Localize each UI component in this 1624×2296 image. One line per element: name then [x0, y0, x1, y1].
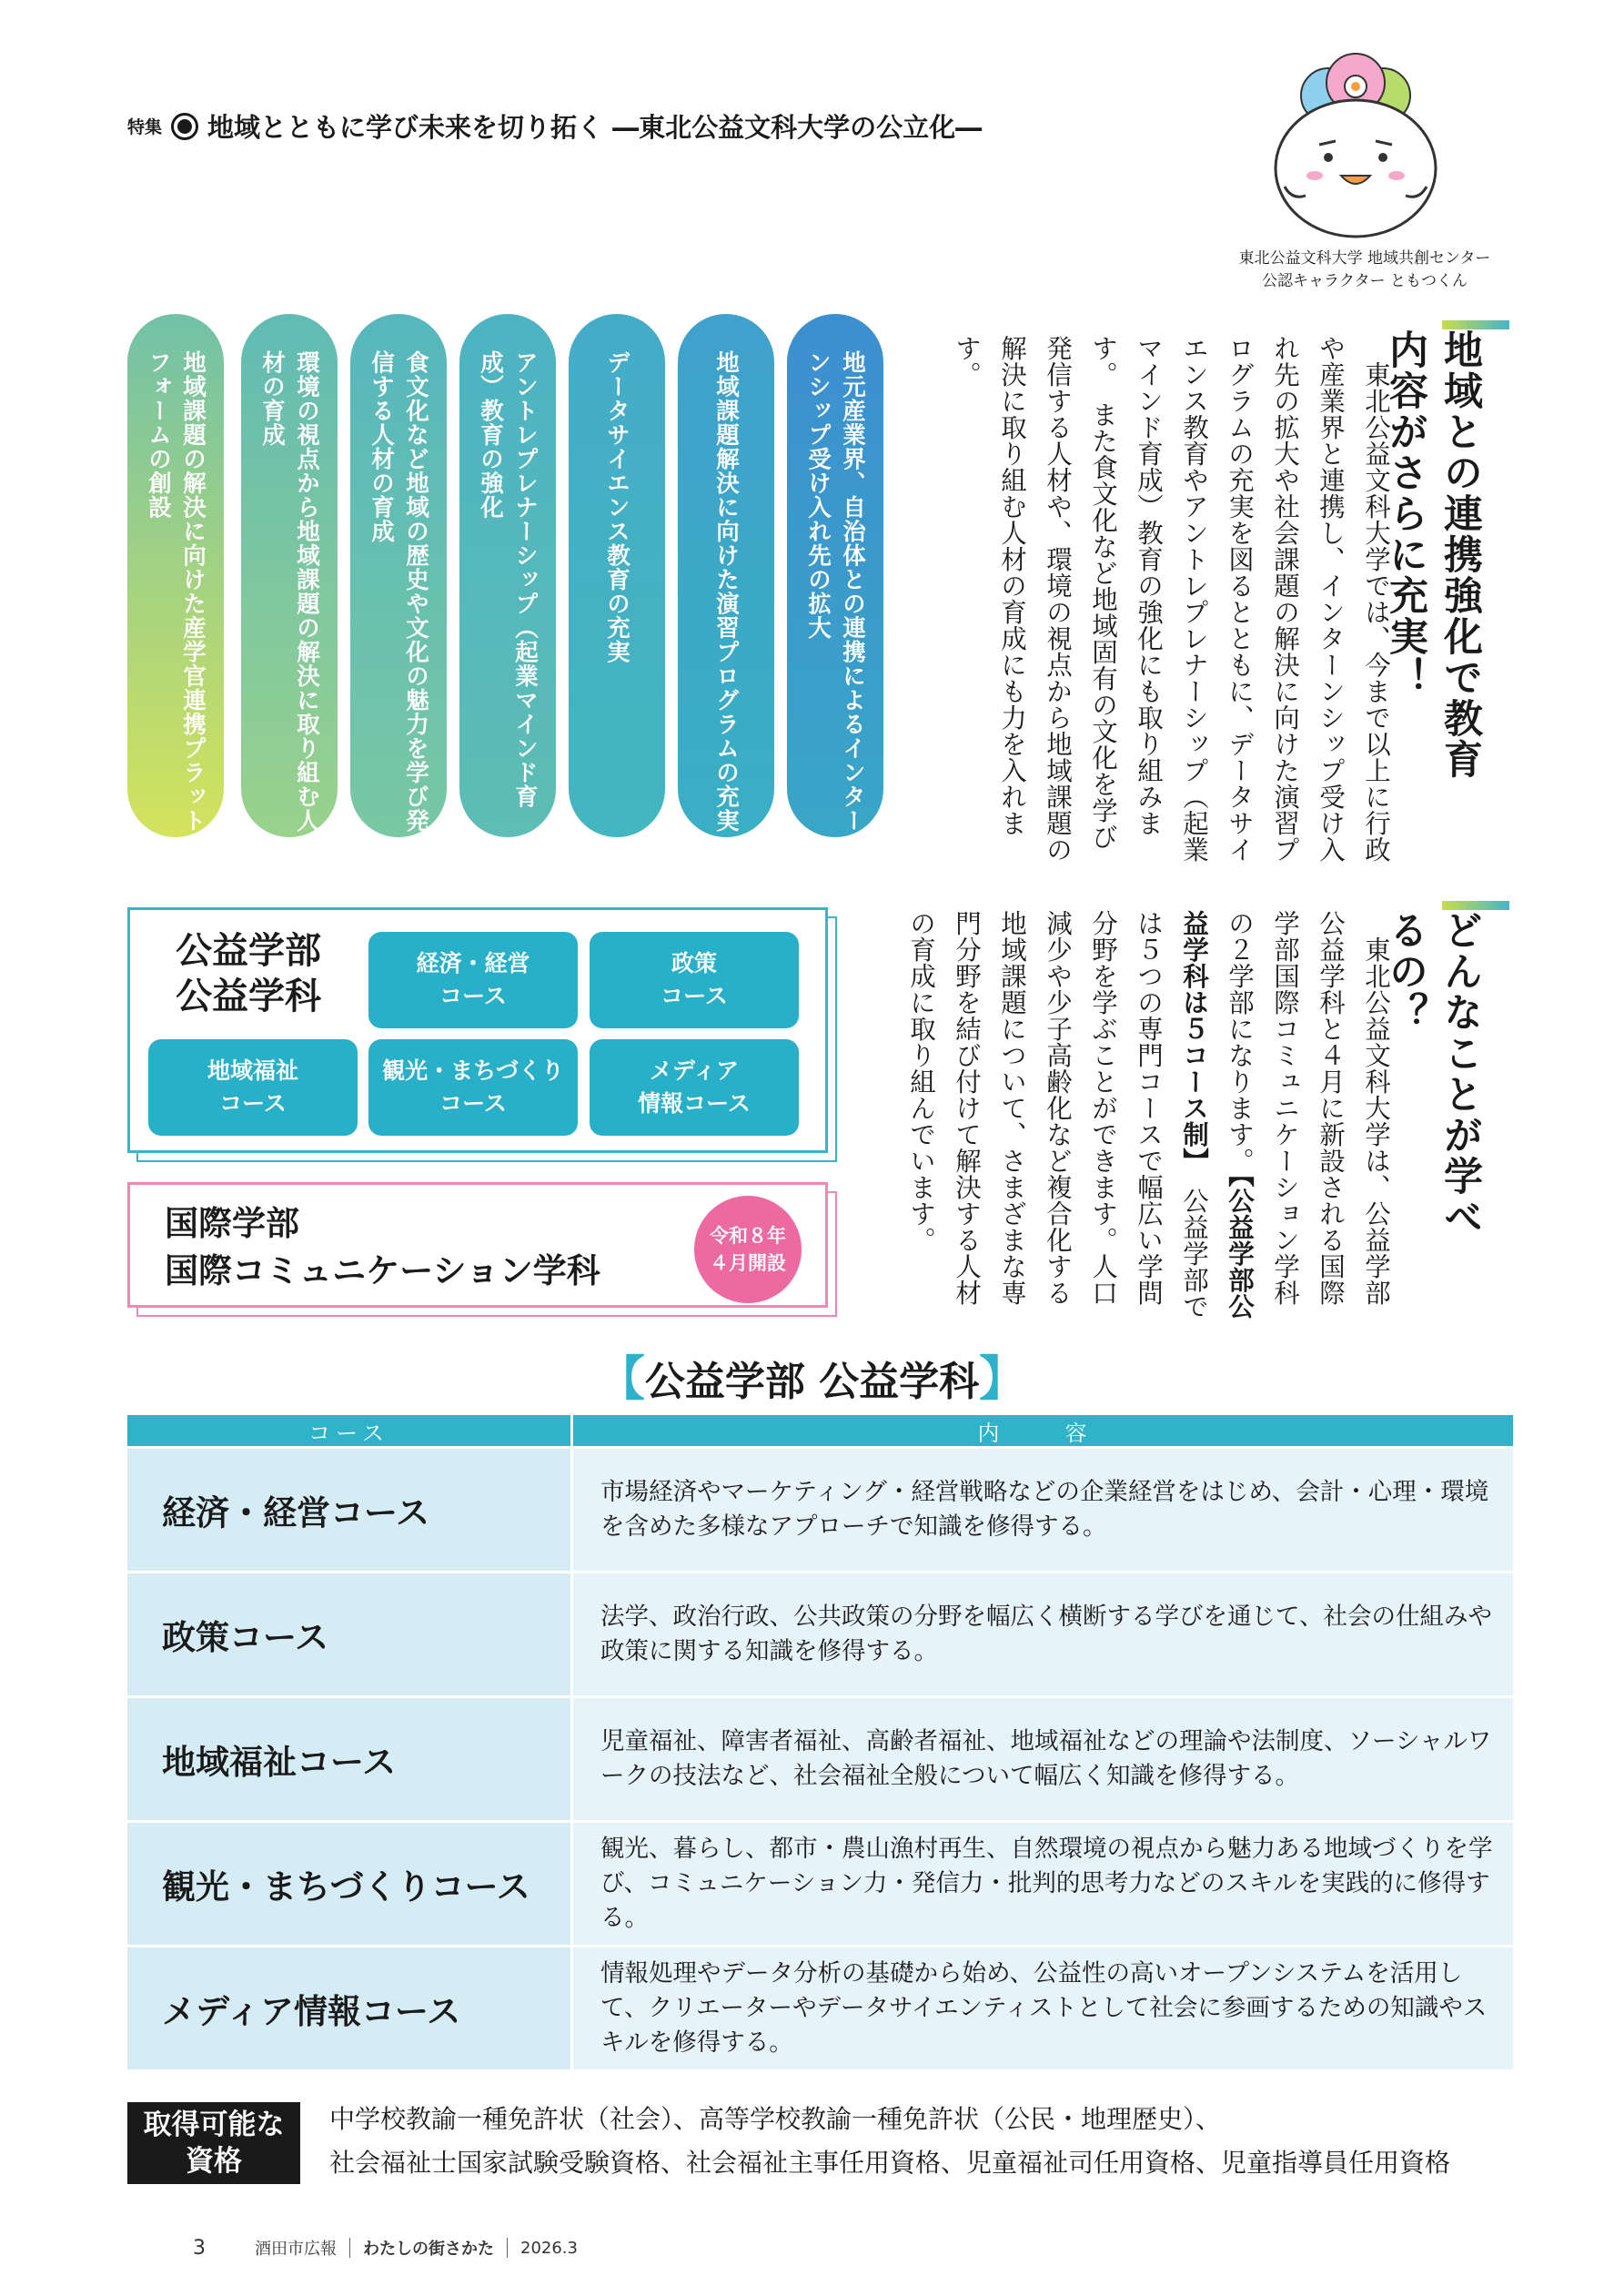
pill-practice-program	[678, 314, 774, 837]
chip-line2: コース	[661, 983, 728, 1009]
chip-line1: 経済・経営	[416, 950, 530, 976]
table-row	[127, 1571, 1513, 1695]
footer-divider	[507, 2238, 508, 2258]
chip-line2: コース	[439, 983, 507, 1009]
section2-intro: 東北公益文科大学は、公益学部公益学科と４月に新設される国際学部国際コミュニケーション学科の２学部になります。	[1225, 910, 1391, 1306]
opening-badge	[694, 1196, 802, 1303]
chip-line2: コース	[439, 1090, 507, 1117]
pill-food-culture	[350, 314, 447, 837]
section2-heading: どんなことが学べるの？	[1378, 910, 1497, 1274]
course-content: 法学、政治行政、公共政策の分野を幅広く横断する学びを通じて、社会の仕組みや政策に関する知識を修得する。	[570, 1573, 1513, 1695]
chip-policy	[590, 932, 799, 1028]
table-title	[0, 1354, 1624, 1408]
section2-body	[898, 910, 1398, 1325]
license-line1: 中学校教諭一種免許状（社会）、高等学校教諭一種免許状（公民・地理歴史）、	[329, 2104, 1222, 2134]
feature-tag: 特集	[127, 117, 163, 137]
faculty-public-title	[176, 928, 321, 1019]
pill-internship	[787, 314, 883, 837]
section2-rest: 公益学部では５つの専門コースで幅広い学問分野を学ぶことができます。人口減少や少子高齢化など複合化する地域課題について、さまざまな専門分野を結び付けて解決する人材の育成に取り組んでいます。	[906, 910, 1209, 1320]
faculty-public-box	[127, 907, 828, 1153]
license-line2: 社会福祉士国家試験受験資格、社会福祉主事任用資格、児童福祉司任用資格、児童指導員任用資格	[329, 2148, 1451, 2178]
page-number: 3	[193, 2236, 206, 2260]
mascot-illustration	[1265, 50, 1447, 241]
bracket-open: 【	[597, 1352, 645, 1407]
table-header	[127, 1415, 1513, 1446]
bullet-icon	[171, 113, 198, 140]
mascot-caption-line2: 公認キャラクター ともつくん	[1261, 272, 1468, 290]
feature-title: 地域とともに学び未来を切り拓く ―東北公益文科大学の公立化―	[207, 112, 983, 143]
license-label-line2: 資格	[186, 2145, 242, 2178]
chip-line1: 政策	[671, 950, 717, 976]
table-title-text: 公益学部 公益学科	[644, 1359, 980, 1405]
course-name: 観光・まちづくりコース	[127, 1823, 570, 1945]
department-name: 国際コミュニケーション学科	[165, 1251, 600, 1290]
page-footer	[193, 2236, 578, 2260]
pill-data-science	[569, 314, 665, 837]
table-row	[127, 1695, 1513, 1820]
header-content: 内 容	[570, 1415, 1513, 1446]
pill-text: アントレプレナーシップ（起業マインド育成）教育の強化	[477, 350, 539, 809]
pill-text: 地域課題の解決に向けた産学官連携プラットフォームの創設	[145, 350, 207, 833]
pill-text: 食文化など地域の歴史や文化の魅力を学び発信する人材の育成	[368, 350, 429, 833]
chip-media	[590, 1039, 799, 1136]
table-row	[127, 1446, 1513, 1571]
footer-divider	[349, 2238, 350, 2258]
faculty-name: 国際学部	[165, 1204, 299, 1243]
pill-text: 環境の視点から地域課題の解決に取り組む人材の育成	[258, 350, 320, 833]
chip-tourism	[368, 1039, 578, 1136]
table-row	[127, 1945, 1513, 2069]
chip-economics	[368, 932, 578, 1028]
department-name: 公益学科	[176, 976, 321, 1017]
course-content: 情報処理やデータ分析の基礎から始め、公益性の高いオープンシステムを活用して、クリエーターやデータサイエンティストとして社会に参画するための知識やスキルを修得する。	[570, 1947, 1513, 2069]
mascot-caption-line1: 東北公益文科大学 地域共創センター	[1238, 249, 1491, 268]
course-content: 市場経済やマーケティング・経営戦略などの企業経営をはじめ、会計・心理・環境を含めた多様なアプローチで知識を修得する。	[570, 1449, 1513, 1571]
course-name: 地域福祉コース	[127, 1698, 570, 1820]
license-label	[127, 2102, 300, 2184]
pill-text: 地元産業界、自治体との連携によるインターンシップ受け入れ先の拡大	[804, 350, 866, 833]
course-name: 経済・経営コース	[127, 1449, 570, 1571]
section1-heading: 地域との連携強化で教育内容がさらに充実！	[1378, 329, 1497, 784]
course-table	[127, 1415, 1513, 2069]
badge-line1: 令和８年	[710, 1225, 786, 1247]
license-label-line1: 取得可能な	[143, 2109, 285, 2141]
header-course: コース	[308, 1420, 389, 1446]
chip-line1: 観光・まちづくり	[382, 1057, 564, 1084]
bracket-close: 】	[979, 1352, 1027, 1407]
chip-line2: コース	[219, 1090, 287, 1117]
faculty-international-box	[127, 1182, 828, 1308]
chip-line2: 情報コース	[638, 1090, 751, 1117]
issue-date: 2026.3	[520, 2238, 578, 2258]
page-header	[127, 107, 982, 145]
publication-name: 酒田市広報	[255, 2240, 337, 2259]
table-row	[127, 1820, 1513, 1945]
chip-welfare	[148, 1039, 358, 1136]
pill-text: データサイエンス教育の充実	[603, 350, 630, 664]
section1-body: 東北公益文科大学では、今まで以上に行政や産業界と連携し、インターンシップ受け入れ先の拡大や社会課題の解決に向けた演習プログラムの充実を図るとともに、データサイエンス教育やアントレプレナーシップ（起業マインド育成）教育の強化にも取り組みます。 また食文化など地域固有の文化を学び発信する人材や、環境の視点から地域課題の解決に取り組む人材の育成にも力を入れます。	[952, 335, 1391, 863]
course-name: 政策コース	[127, 1573, 570, 1695]
faculty-international-title	[165, 1200, 600, 1295]
pill-platform	[127, 314, 224, 837]
section2-bold-note: 【公益学部公益学科は５コース制】	[1179, 910, 1255, 1320]
pill-environment	[241, 314, 338, 837]
mascot-caption	[1183, 248, 1547, 293]
pill-entrepreneurship	[459, 314, 556, 837]
faculty-name: 公益学部	[176, 930, 321, 972]
course-name: メディア情報コース	[127, 1947, 570, 2069]
course-content: 観光、暮らし、都市・農山漁村再生、自然環境の視点から魅力ある地域づくりを学び、コミュニケーション力・発信力・批判的思考力などのスキルを実践的に修得する。	[570, 1823, 1513, 1945]
badge-line2: ４月開設	[710, 1252, 786, 1274]
license-list	[329, 2098, 1530, 2185]
chip-line1: メディア	[649, 1057, 739, 1084]
publication-title: わたしの街さかた	[363, 2240, 494, 2259]
course-content: 児童福祉、障害者福祉、高齢者福祉、地域福祉などの理論や法制度、ソーシャルワークの技法など、社会福祉全般について幅広く知識を修得する。	[570, 1698, 1513, 1820]
chip-line1: 地域福祉	[207, 1057, 298, 1084]
pill-text: 地域課題解決に向けた演習プログラムの充実	[712, 350, 740, 833]
